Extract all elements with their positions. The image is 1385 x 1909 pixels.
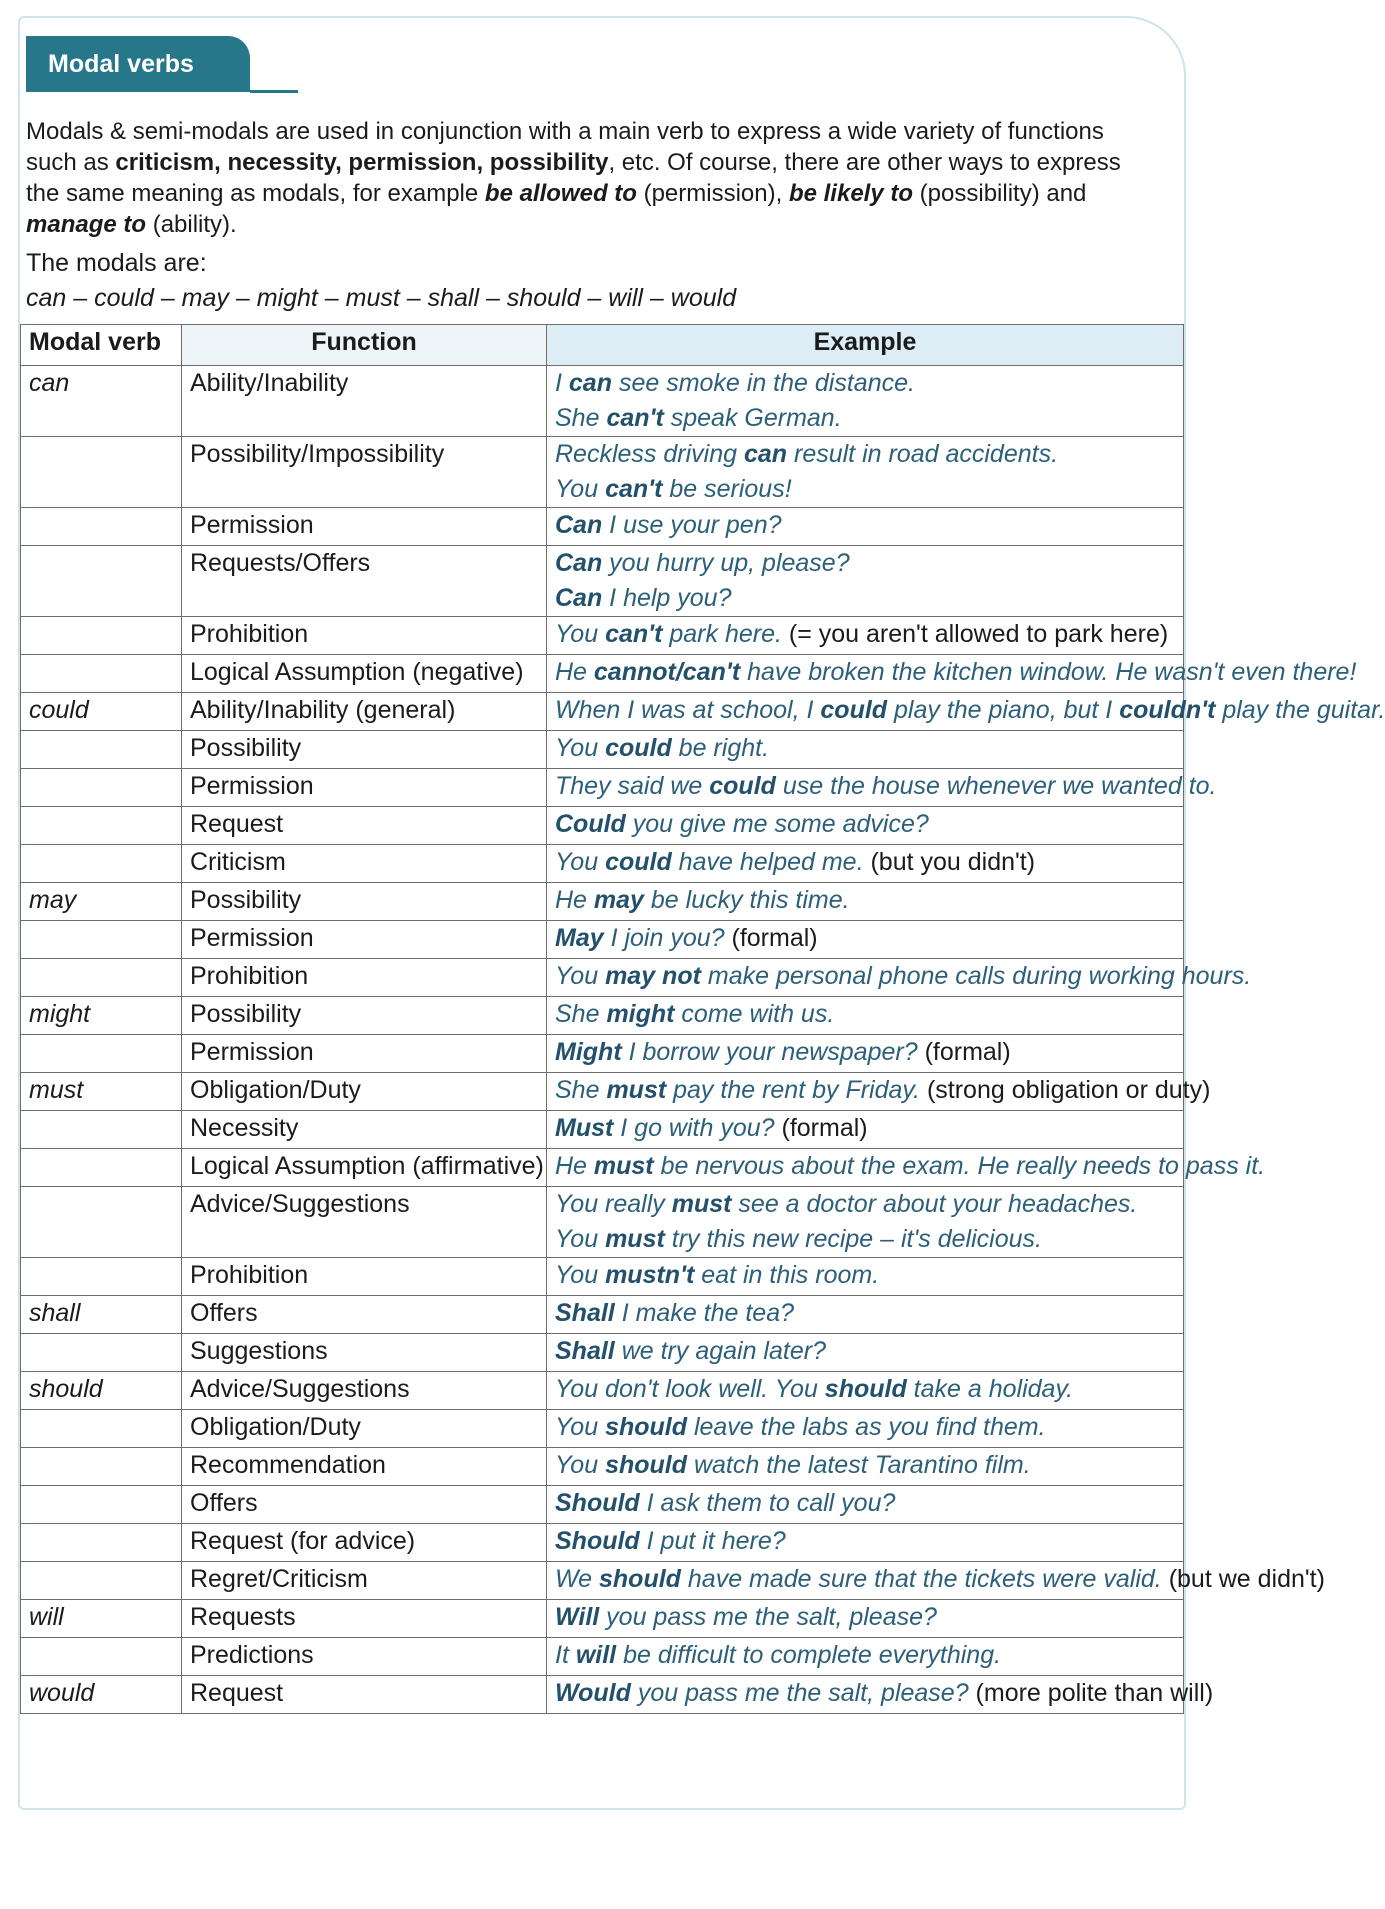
example-line bbox=[555, 997, 1175, 1032]
example-cell bbox=[547, 807, 1184, 845]
example-line bbox=[555, 959, 1252, 994]
modal-verb-cell: will bbox=[21, 1600, 182, 1638]
example-line bbox=[555, 581, 1175, 616]
example-text: I put it here? bbox=[639, 1527, 786, 1555]
example-line bbox=[555, 1334, 1175, 1369]
modal-verb-cell bbox=[21, 508, 182, 546]
function-cell: Prohibition bbox=[182, 617, 547, 655]
example-text: (but we didn't) bbox=[1161, 1565, 1325, 1593]
modals-heading: The modals are: bbox=[26, 249, 207, 277]
modal-verb-cell bbox=[21, 1524, 182, 1562]
example-cell bbox=[547, 1258, 1184, 1296]
modal-verbs-table bbox=[20, 324, 1385, 1714]
example-line bbox=[555, 693, 1385, 728]
modal-highlight: Can bbox=[555, 584, 603, 612]
example-line bbox=[555, 1073, 1211, 1108]
modal-highlight: can't bbox=[605, 475, 663, 503]
example-cell bbox=[547, 1111, 1184, 1149]
modal-verb-cell bbox=[21, 437, 182, 508]
example-text: She bbox=[555, 1000, 607, 1028]
function-cell: Prohibition bbox=[182, 959, 547, 997]
example-line bbox=[555, 731, 1175, 766]
example-text: (formal) bbox=[724, 924, 818, 952]
table-row bbox=[21, 959, 1184, 997]
example-text: (= you aren't allowed to park here) bbox=[781, 620, 1169, 648]
example-line bbox=[555, 1600, 1175, 1635]
header-example: Example bbox=[547, 325, 1184, 366]
example-text: He bbox=[555, 658, 594, 686]
table-row bbox=[21, 1676, 1184, 1714]
modal-highlight: will bbox=[575, 1641, 617, 1669]
modal-verb-cell bbox=[21, 1638, 182, 1676]
example-text: you give me some advice? bbox=[625, 810, 929, 838]
example-text: try this new recipe – it's delicious. bbox=[664, 1225, 1042, 1253]
modal-verb-cell bbox=[21, 731, 182, 769]
example-cell bbox=[547, 1410, 1184, 1448]
example-line bbox=[555, 508, 1175, 543]
header-function: Function bbox=[182, 325, 547, 366]
modal-highlight: could bbox=[709, 772, 776, 800]
table-row bbox=[21, 1258, 1184, 1296]
example-text: I bbox=[555, 369, 569, 397]
example-text: be nervous about the exam. He really needs to pass it. bbox=[653, 1152, 1266, 1180]
modal-verb-cell: may bbox=[21, 883, 182, 921]
example-text: have made sure that the tickets were valid. bbox=[680, 1565, 1162, 1593]
modal-highlight: may not bbox=[605, 962, 701, 990]
example-cell bbox=[547, 921, 1184, 959]
example-text: I join you? bbox=[603, 924, 725, 952]
example-text: You really bbox=[555, 1190, 672, 1218]
example-text: pay the rent by Friday. bbox=[666, 1076, 920, 1104]
intro-segment: be allowed to bbox=[484, 180, 637, 207]
modal-verb-cell: can bbox=[21, 366, 182, 437]
example-cell bbox=[547, 1676, 1214, 1714]
table-row bbox=[21, 655, 1184, 693]
modal-highlight: may bbox=[593, 886, 644, 914]
example-text: She bbox=[555, 1076, 607, 1104]
example-line bbox=[555, 883, 1175, 918]
function-cell: Obligation/Duty bbox=[182, 1410, 547, 1448]
example-line bbox=[555, 807, 1175, 842]
modal-highlight: must bbox=[593, 1152, 654, 1180]
example-text: You bbox=[555, 1261, 606, 1289]
example-text: speak German. bbox=[663, 404, 842, 432]
example-line bbox=[555, 1258, 1175, 1293]
function-cell: Permission bbox=[182, 921, 547, 959]
table-row bbox=[21, 1296, 1184, 1334]
function-cell: Logical Assumption (affirmative) bbox=[182, 1149, 547, 1187]
example-text: I make the tea? bbox=[614, 1299, 795, 1327]
intro-segment: , etc. Of course, there are other ways to express the same meaning as modals, for example bbox=[26, 149, 1121, 207]
example-text: have helped me. bbox=[671, 848, 864, 876]
modal-verb-cell bbox=[21, 1258, 182, 1296]
modal-highlight: should bbox=[605, 1413, 687, 1441]
example-text: It bbox=[555, 1641, 576, 1669]
example-line bbox=[555, 845, 1175, 880]
example-text: park here. bbox=[662, 620, 782, 648]
example-line bbox=[555, 1562, 1325, 1597]
example-cell bbox=[547, 1562, 1325, 1600]
table-row bbox=[21, 437, 1184, 508]
example-line bbox=[555, 1410, 1175, 1445]
modal-highlight: Shall bbox=[555, 1337, 615, 1365]
function-cell: Possibility bbox=[182, 997, 547, 1035]
example-text: be difficult to complete everything. bbox=[616, 1641, 1002, 1669]
modal-highlight: Will bbox=[555, 1603, 600, 1631]
modal-verb-cell bbox=[21, 959, 182, 997]
example-line bbox=[555, 401, 1175, 436]
example-text: (more polite than will) bbox=[968, 1679, 1214, 1707]
example-text: eat in this room. bbox=[694, 1261, 880, 1289]
example-line bbox=[555, 472, 1175, 507]
example-text: When I was at school, I bbox=[555, 696, 821, 724]
modal-verb-cell: must bbox=[21, 1073, 182, 1111]
function-cell: Necessity bbox=[182, 1111, 547, 1149]
function-cell: Offers bbox=[182, 1296, 547, 1334]
table-row bbox=[21, 1073, 1184, 1111]
example-cell bbox=[547, 731, 1184, 769]
example-line bbox=[555, 1638, 1175, 1673]
table-row bbox=[21, 1410, 1184, 1448]
table-row bbox=[21, 546, 1184, 617]
example-text: result in road accidents. bbox=[787, 440, 1059, 468]
table-row bbox=[21, 731, 1184, 769]
example-line bbox=[555, 1035, 1175, 1070]
example-line bbox=[555, 1486, 1175, 1521]
example-text: They said we bbox=[555, 772, 710, 800]
intro-segment: (possibility) and bbox=[913, 180, 1087, 207]
example-text: use the house whenever we wanted to. bbox=[775, 772, 1217, 800]
example-cell bbox=[547, 959, 1252, 997]
example-text: You bbox=[555, 1413, 606, 1441]
modal-verb-cell bbox=[21, 845, 182, 883]
function-cell: Possibility bbox=[182, 883, 547, 921]
function-cell: Recommendation bbox=[182, 1448, 547, 1486]
modal-highlight: must bbox=[605, 1225, 665, 1253]
table-row bbox=[21, 1600, 1184, 1638]
function-cell: Predictions bbox=[182, 1638, 547, 1676]
function-cell: Regret/Criticism bbox=[182, 1562, 547, 1600]
modal-verb-cell bbox=[21, 769, 182, 807]
example-text: be lucky this time. bbox=[643, 886, 850, 914]
modal-highlight: must bbox=[606, 1076, 667, 1104]
title-underline bbox=[250, 90, 298, 93]
example-cell bbox=[547, 1372, 1184, 1410]
table-row bbox=[21, 883, 1184, 921]
example-text: He bbox=[555, 1152, 594, 1180]
header-modal-verb: Modal verb bbox=[21, 325, 182, 366]
table-row bbox=[21, 1372, 1184, 1410]
example-text: You don't look well. You bbox=[555, 1375, 825, 1403]
example-text: you pass me the salt, please? bbox=[630, 1679, 969, 1707]
table-body bbox=[21, 366, 1385, 1714]
modal-highlight: Would bbox=[555, 1679, 631, 1707]
example-cell bbox=[547, 845, 1184, 883]
modal-verb-cell bbox=[21, 1111, 182, 1149]
example-line bbox=[555, 437, 1175, 472]
modal-highlight: must bbox=[671, 1190, 732, 1218]
table-row bbox=[21, 508, 1184, 546]
modal-highlight: can't bbox=[606, 404, 664, 432]
function-cell: Request bbox=[182, 1676, 547, 1714]
intro-segment: be likely to bbox=[788, 180, 913, 207]
intro-segment: (ability). bbox=[146, 211, 237, 238]
example-text: You bbox=[555, 734, 606, 762]
function-cell: Request bbox=[182, 807, 547, 845]
example-text: You bbox=[555, 620, 606, 648]
function-cell: Ability/Inability bbox=[182, 366, 547, 437]
example-cell bbox=[547, 693, 1385, 731]
table-row bbox=[21, 617, 1184, 655]
example-cell bbox=[547, 655, 1357, 693]
example-line bbox=[555, 1448, 1175, 1483]
example-cell bbox=[547, 1638, 1184, 1676]
modal-verb-cell: should bbox=[21, 1372, 182, 1410]
example-text: I ask them to call you? bbox=[639, 1489, 896, 1517]
modal-verb-cell: might bbox=[21, 997, 182, 1035]
function-cell: Possibility/Impossibility bbox=[182, 437, 547, 508]
modal-highlight: could bbox=[605, 734, 672, 762]
table-row bbox=[21, 1111, 1184, 1149]
example-text: come with us. bbox=[674, 1000, 835, 1028]
function-cell: Obligation/Duty bbox=[182, 1073, 547, 1111]
function-cell: Permission bbox=[182, 769, 547, 807]
intro-text bbox=[26, 116, 1156, 314]
modal-highlight: cannot/can't bbox=[593, 658, 741, 686]
example-cell bbox=[547, 997, 1184, 1035]
modal-verb-cell bbox=[21, 1448, 182, 1486]
example-line bbox=[555, 366, 1175, 401]
example-text: You bbox=[555, 1451, 606, 1479]
function-cell: Advice/Suggestions bbox=[182, 1187, 547, 1258]
example-text: be right. bbox=[671, 734, 770, 762]
example-text: you hurry up, please? bbox=[602, 549, 850, 577]
modal-highlight: can't bbox=[605, 620, 663, 648]
modal-highlight: Can bbox=[555, 511, 603, 539]
function-cell: Requests/Offers bbox=[182, 546, 547, 617]
modal-highlight: Can bbox=[555, 549, 603, 577]
modal-verb-cell bbox=[21, 1562, 182, 1600]
modal-highlight: can bbox=[568, 369, 612, 397]
example-cell bbox=[547, 1035, 1184, 1073]
table-row bbox=[21, 1334, 1184, 1372]
example-line bbox=[555, 1149, 1266, 1184]
example-line bbox=[555, 1372, 1175, 1407]
example-cell bbox=[547, 883, 1184, 921]
modal-highlight: Must bbox=[555, 1114, 614, 1142]
modal-highlight: couldn't bbox=[1119, 696, 1216, 724]
example-cell bbox=[547, 366, 1184, 437]
example-text: be serious! bbox=[662, 475, 792, 503]
example-text: I borrow your newspaper? bbox=[621, 1038, 918, 1066]
example-text: We bbox=[555, 1565, 599, 1593]
function-cell: Requests bbox=[182, 1600, 547, 1638]
intro-segment: criticism, necessity, permission, possibility bbox=[115, 149, 609, 176]
modal-highlight: should bbox=[605, 1451, 687, 1479]
example-cell bbox=[547, 1448, 1184, 1486]
function-cell: Suggestions bbox=[182, 1334, 547, 1372]
table-row bbox=[21, 693, 1184, 731]
modal-verb-cell bbox=[21, 1035, 182, 1073]
example-line bbox=[555, 1111, 1175, 1146]
function-cell: Ability/Inability (general) bbox=[182, 693, 547, 731]
example-text: You bbox=[555, 962, 606, 990]
example-text: we try again later? bbox=[614, 1337, 826, 1365]
function-cell: Permission bbox=[182, 508, 547, 546]
example-text: you pass me the salt, please? bbox=[599, 1603, 937, 1631]
modal-verb-cell bbox=[21, 617, 182, 655]
table-row bbox=[21, 997, 1184, 1035]
modal-highlight: can bbox=[743, 440, 788, 468]
example-text: take a holiday. bbox=[906, 1375, 1074, 1403]
example-cell bbox=[547, 1600, 1184, 1638]
example-text: Reckless driving bbox=[555, 440, 744, 468]
example-text: I help you? bbox=[602, 584, 732, 612]
example-text: I use your pen? bbox=[602, 511, 782, 539]
example-text: see smoke in the distance. bbox=[612, 369, 915, 397]
modal-verb-cell bbox=[21, 1486, 182, 1524]
table-row bbox=[21, 1187, 1184, 1258]
function-cell: Possibility bbox=[182, 731, 547, 769]
example-text: You bbox=[555, 1225, 606, 1253]
function-cell: Offers bbox=[182, 1486, 547, 1524]
example-text: (formal) bbox=[917, 1038, 1011, 1066]
modal-verb-cell bbox=[21, 807, 182, 845]
function-cell: Request (for advice) bbox=[182, 1524, 547, 1562]
example-line bbox=[555, 655, 1357, 690]
example-cell bbox=[547, 508, 1184, 546]
example-line bbox=[555, 1222, 1175, 1257]
example-cell bbox=[547, 1296, 1184, 1334]
table-row bbox=[21, 845, 1184, 883]
example-cell bbox=[547, 546, 1184, 617]
modal-highlight: could bbox=[605, 848, 672, 876]
table-row bbox=[21, 1486, 1184, 1524]
function-cell: Logical Assumption (negative) bbox=[182, 655, 547, 693]
modal-highlight: mustn't bbox=[605, 1261, 695, 1289]
modal-verb-cell bbox=[21, 1149, 182, 1187]
example-cell bbox=[547, 1073, 1211, 1111]
example-cell bbox=[547, 437, 1184, 508]
function-cell: Advice/Suggestions bbox=[182, 1372, 547, 1410]
modal-verb-cell bbox=[21, 1410, 182, 1448]
example-cell bbox=[547, 1187, 1184, 1258]
intro-segment: Modals & semi-modals are used in conjunction with a main verb to express a wide variety of functions such as bbox=[26, 118, 1104, 176]
example-line bbox=[555, 546, 1175, 581]
function-cell: Criticism bbox=[182, 845, 547, 883]
table-row bbox=[21, 1035, 1184, 1073]
example-text: play the guitar. bbox=[1215, 696, 1385, 724]
modal-verb-cell: could bbox=[21, 693, 182, 731]
example-cell bbox=[547, 1334, 1184, 1372]
example-line bbox=[555, 769, 1217, 804]
example-text: (strong obligation or duty) bbox=[920, 1076, 1211, 1104]
modal-highlight: might bbox=[606, 1000, 675, 1028]
example-text: You bbox=[555, 475, 606, 503]
example-cell bbox=[547, 1524, 1184, 1562]
table-row bbox=[21, 1524, 1184, 1562]
modal-highlight: Could bbox=[555, 810, 626, 838]
example-cell bbox=[547, 617, 1184, 655]
function-cell: Permission bbox=[182, 1035, 547, 1073]
table-row bbox=[21, 807, 1184, 845]
intro-paragraph bbox=[26, 116, 1156, 240]
example-text: have broken the kitchen window. He wasn't even there! bbox=[740, 658, 1357, 686]
modals-list: can – could – may – might – must – shall – should – will – would bbox=[26, 284, 737, 312]
modal-highlight: Should bbox=[555, 1527, 640, 1555]
example-text: She bbox=[555, 404, 607, 432]
example-text: play the piano, but I bbox=[887, 696, 1120, 724]
example-text: He bbox=[555, 886, 594, 914]
example-line bbox=[555, 1296, 1175, 1331]
modal-verb-cell bbox=[21, 655, 182, 693]
example-line bbox=[555, 1676, 1214, 1711]
table-header-row bbox=[21, 325, 1184, 366]
modal-verb-cell: would bbox=[21, 1676, 182, 1714]
modal-verb-cell: shall bbox=[21, 1296, 182, 1334]
example-text: see a doctor about your headaches. bbox=[731, 1190, 1138, 1218]
modal-highlight: Should bbox=[555, 1489, 640, 1517]
table-row bbox=[21, 1638, 1184, 1676]
modal-highlight: should bbox=[824, 1375, 907, 1403]
example-text: You bbox=[555, 848, 606, 876]
table-row bbox=[21, 1448, 1184, 1486]
example-cell bbox=[547, 1149, 1266, 1187]
table-row bbox=[21, 1562, 1184, 1600]
modal-highlight: Shall bbox=[555, 1299, 615, 1327]
modal-verb-cell bbox=[21, 921, 182, 959]
intro-segment: manage to bbox=[26, 211, 147, 238]
modal-verb-cell bbox=[21, 1334, 182, 1372]
example-text: watch the latest Tarantino film. bbox=[687, 1451, 1031, 1479]
example-line bbox=[555, 1187, 1175, 1222]
example-cell bbox=[547, 1486, 1184, 1524]
modal-highlight: Might bbox=[555, 1038, 622, 1066]
example-line bbox=[555, 1524, 1175, 1559]
modal-verbs-page bbox=[18, 16, 1385, 1810]
section-title: Modal verbs bbox=[26, 36, 250, 92]
example-line bbox=[555, 617, 1175, 652]
table-row bbox=[21, 769, 1184, 807]
intro-segment: (permission), bbox=[636, 180, 789, 207]
modal-verb-cell bbox=[21, 546, 182, 617]
example-text: (but you didn't) bbox=[863, 848, 1036, 876]
example-line bbox=[555, 921, 1175, 956]
example-cell bbox=[547, 769, 1217, 807]
table-row bbox=[21, 366, 1184, 437]
modal-highlight: could bbox=[820, 696, 888, 724]
modal-highlight: should bbox=[599, 1565, 681, 1593]
table-row bbox=[21, 921, 1184, 959]
modal-verb-cell bbox=[21, 1187, 182, 1258]
example-text: leave the labs as you find them. bbox=[687, 1413, 1046, 1441]
table-row bbox=[21, 1149, 1184, 1187]
modal-highlight: May bbox=[555, 924, 604, 952]
function-cell: Prohibition bbox=[182, 1258, 547, 1296]
example-text: (formal) bbox=[774, 1114, 868, 1142]
example-text: make personal phone calls during working hours. bbox=[700, 962, 1252, 990]
example-text: I go with you? bbox=[613, 1114, 775, 1142]
